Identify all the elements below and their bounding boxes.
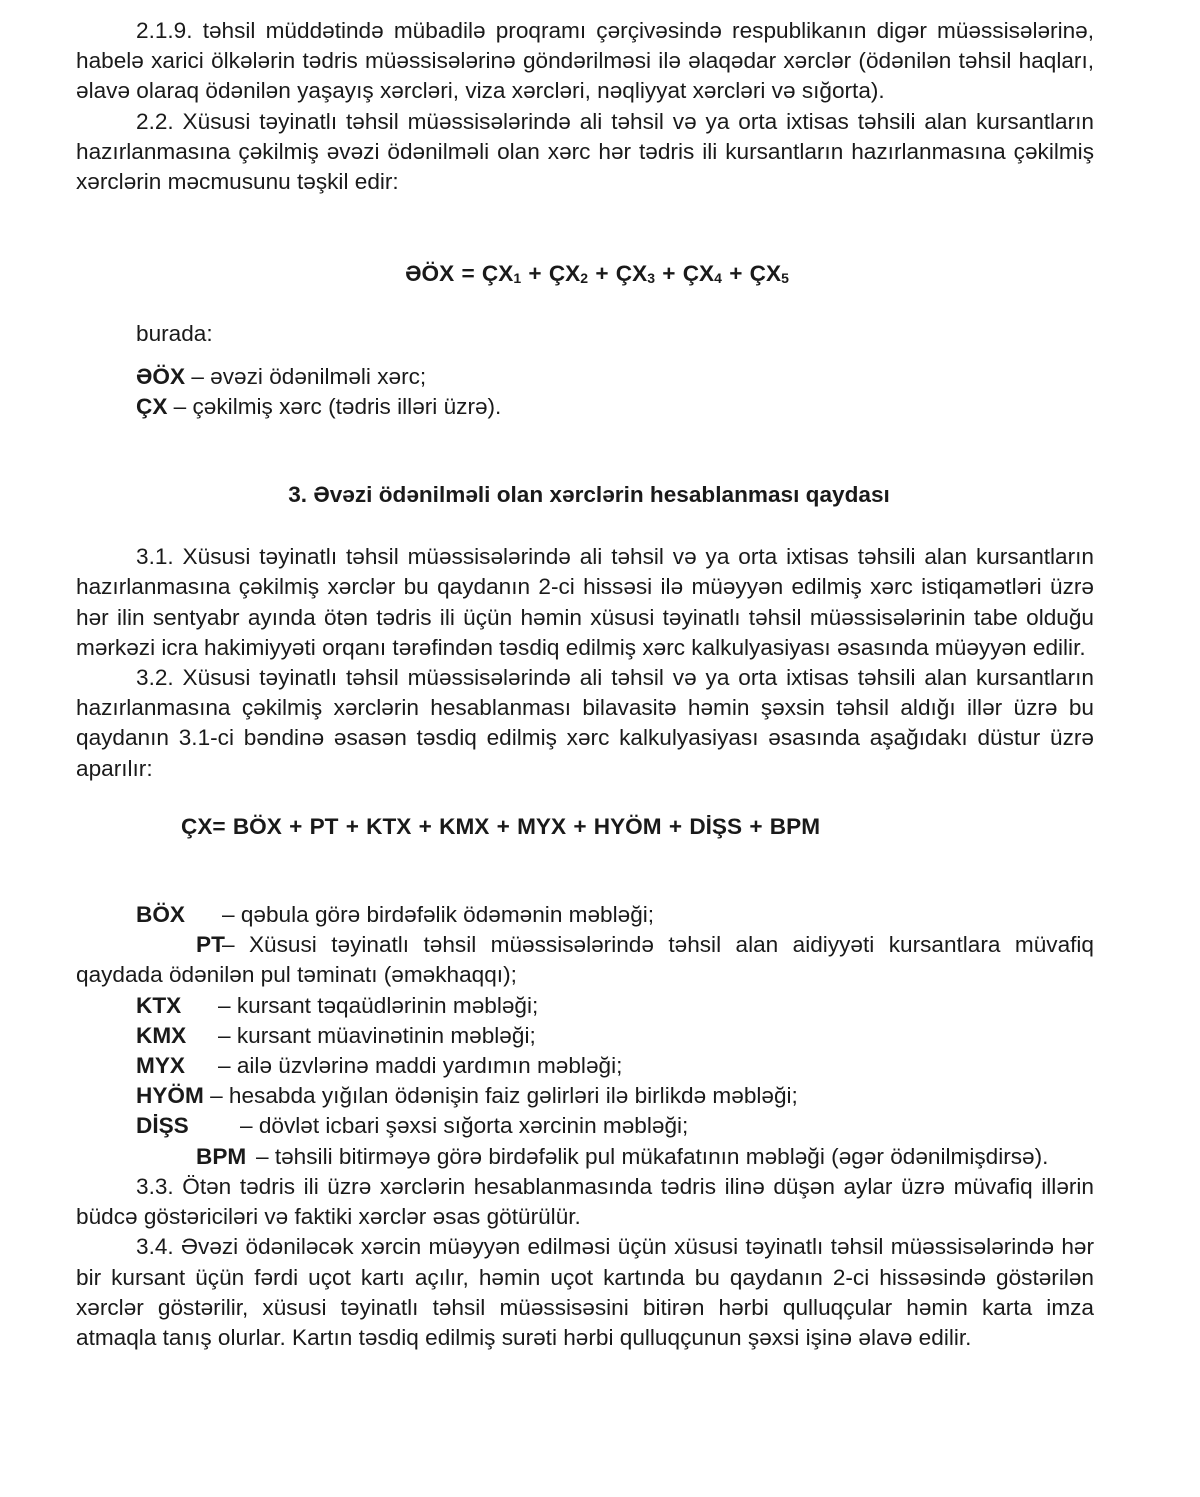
- paragraph-3-3: 3.3. Ötən tədris ili üzrə xərclərin hesablanmasında tədris ilinə düşən aylar üzrə müvafiq illərin büdcə göstəriciləri və faktiki xərclər əsas götürülür.: [76, 1173, 1094, 1230]
- legend-abbr: ƏÖX: [136, 363, 186, 389]
- definition-text: – Xüsusi təyinatlı təhsil müəssisələrində təhsil alan aidiyyəti kursantlara müvafiq qaydada ödənilən pul təminatı (əməkhaqqı);: [76, 932, 1094, 988]
- formula-subscript: 1: [513, 270, 522, 287]
- section-heading: 3. Əvəzi ödənilməli olan xərclərin hesablanması qaydası: [288, 482, 890, 508]
- formula-subscript: 3: [647, 270, 655, 287]
- definition-abbr: PT: [196, 932, 225, 958]
- legend-item: [76, 392, 1094, 422]
- definition-item: [76, 1051, 1094, 1081]
- definition-item: [76, 1081, 1094, 1111]
- formula-subscript: 4: [714, 270, 722, 287]
- paragraph-3-4: 3.4. Əvəzi ödəniləcək xərcin müəyyən edilməsi üçün xüsusi təyinatlı təhsil müəssisələrində hər bir kursant üçün fərdi uçot kartı açılır, həmin uçot kartında bu qaydanın 2-ci hissəsində göstərilən xərclər göstərilir, xüsusi təyinatlı təhsil müəssisəsini bitirən hərbi qulluqçular həmin karta imza atmaqla tanış olurlar. Kartın təsdiq edilmiş surəti hərbi qulluqçunun şəxsi işinə əlavə edilir.: [76, 1234, 1094, 1350]
- definition-text: – kursant təqaüdlərinin məbləği;: [218, 992, 539, 1018]
- formula-subscript: 5: [781, 270, 789, 287]
- definition-abbr: MYX: [136, 1053, 185, 1079]
- definition-abbr: KMX: [136, 1022, 187, 1048]
- definition-item: [76, 1021, 1094, 1051]
- definition-abbr: KTX: [136, 992, 182, 1018]
- formula-cost-components: ÇX= BÖX + PT + KTX + KMX + MYX + HYÖM + DİŞS + BPM: [181, 813, 821, 839]
- legend-text: – əvəzi ödənilməli xərc;: [185, 363, 427, 389]
- legend-text: – çəkilmiş xərc (tədris illəri üzrə).: [167, 393, 502, 419]
- definition-text: – dövlət icbari şəxsi sığorta xərcinin məbləği;: [240, 1113, 689, 1139]
- paragraph-3-1: 3.1. Xüsusi təyinatlı təhsil müəssisələrində ali təhsil və ya orta ixtisas təhsili alan kursantların hazırlanmasına çəkilmiş xərclər bu qaydanın 2-ci hissəsi ilə müəyyən edilmiş xərc istiqamətləri üzrə hər ilin sentyabr ayında ötən tədris ili üçün həmin xüsusi təyinatlı təhsil müəssisələrinin tabe olduğu mərkəzi icra hakimiyyəti orqanı tərəfindən təsdiq edilmiş xərc kalkulyasiyası əsasında müəyyən edilir.: [76, 544, 1094, 660]
- formula-term: + ÇX: [521, 261, 581, 287]
- definition-text: – qəbula görə birdəfəlik ödəmənin məbləği;: [222, 902, 655, 928]
- formula-lhs: ƏÖX = ÇX: [405, 261, 514, 287]
- definition-item: [76, 930, 1094, 990]
- legend-abbr: ÇX: [136, 393, 168, 419]
- formula-total-cost: [76, 259, 1094, 289]
- formula-term: + ÇX: [721, 261, 782, 287]
- definition-item: [76, 991, 1094, 1021]
- definition-item: [76, 900, 1094, 930]
- definitions-list: [76, 900, 1094, 1172]
- definition-text: – kursant müavinətinin məbləği;: [218, 1022, 536, 1048]
- legend-intro: burada:: [136, 321, 213, 347]
- formula-subscript: 2: [580, 270, 589, 287]
- definition-text: – ailə üzvlərinə maddi yardımın məbləği;: [218, 1053, 623, 1079]
- formula-term: + ÇX: [654, 261, 715, 287]
- definition-abbr: BPM: [196, 1143, 247, 1169]
- definition-abbr: HYÖM: [136, 1083, 204, 1109]
- document-page: [76, 16, 1094, 1353]
- legend-item: [76, 362, 1094, 392]
- definition-text: – hesabda yığılan ödənişin faiz gəlirləri ilə birlikdə məbləği;: [210, 1083, 798, 1109]
- definition-abbr: BÖX: [136, 902, 185, 928]
- paragraph-3-2: 3.2. Xüsusi təyinatlı təhsil müəssisələrində ali təhsil və ya orta ixtisas təhsili alan kursantların hazırlanmasına çəkilmiş xərclərin hesablanması bilavasitə həmin şəxsin təhsil aldığı illər üzrə bu qaydanın 3.1-ci bəndinə əsasən təsdiq edilmiş xərc kalkulyasiyası əsasında aşağıdakı düstur üzrə aparılır:: [76, 665, 1094, 781]
- paragraph-2-1-9: 2.1.9. təhsil müddətində mübadilə proqramı çərçivəsində respublikanın digər müəssisələrinə, habelə xarici ölkələrin tədris müəssisələrinə göndərilməsi ilə əlaqədar xərclər (ödənilən təhsil haqları, əlavə olaraq ödənilən yaşayış xərcləri, viza xərcləri, nəqliyyat xərcləri və sığorta).: [76, 18, 1094, 104]
- definition-item: [76, 1142, 1094, 1172]
- formula-term: + ÇX: [588, 261, 648, 287]
- paragraph-2-2: 2.2. Xüsusi təyinatlı təhsil müəssisələrində ali təhsil və ya orta ixtisas təhsili alan kursantların hazırlanmasına çəkilmiş əvəzi ödənilməli olan xərc hər tədris ili kursantların hazırlanmasına çəkilmiş xərclərin məcmusunu təşkil edir:: [76, 108, 1094, 195]
- definition-text: – təhsili bitirməyə görə birdəfəlik pul mükafatının məbləği (əgər ödənilmişdirsə).: [256, 1143, 1049, 1169]
- definition-abbr: DİŞS: [136, 1113, 189, 1139]
- definition-item: [76, 1111, 1094, 1141]
